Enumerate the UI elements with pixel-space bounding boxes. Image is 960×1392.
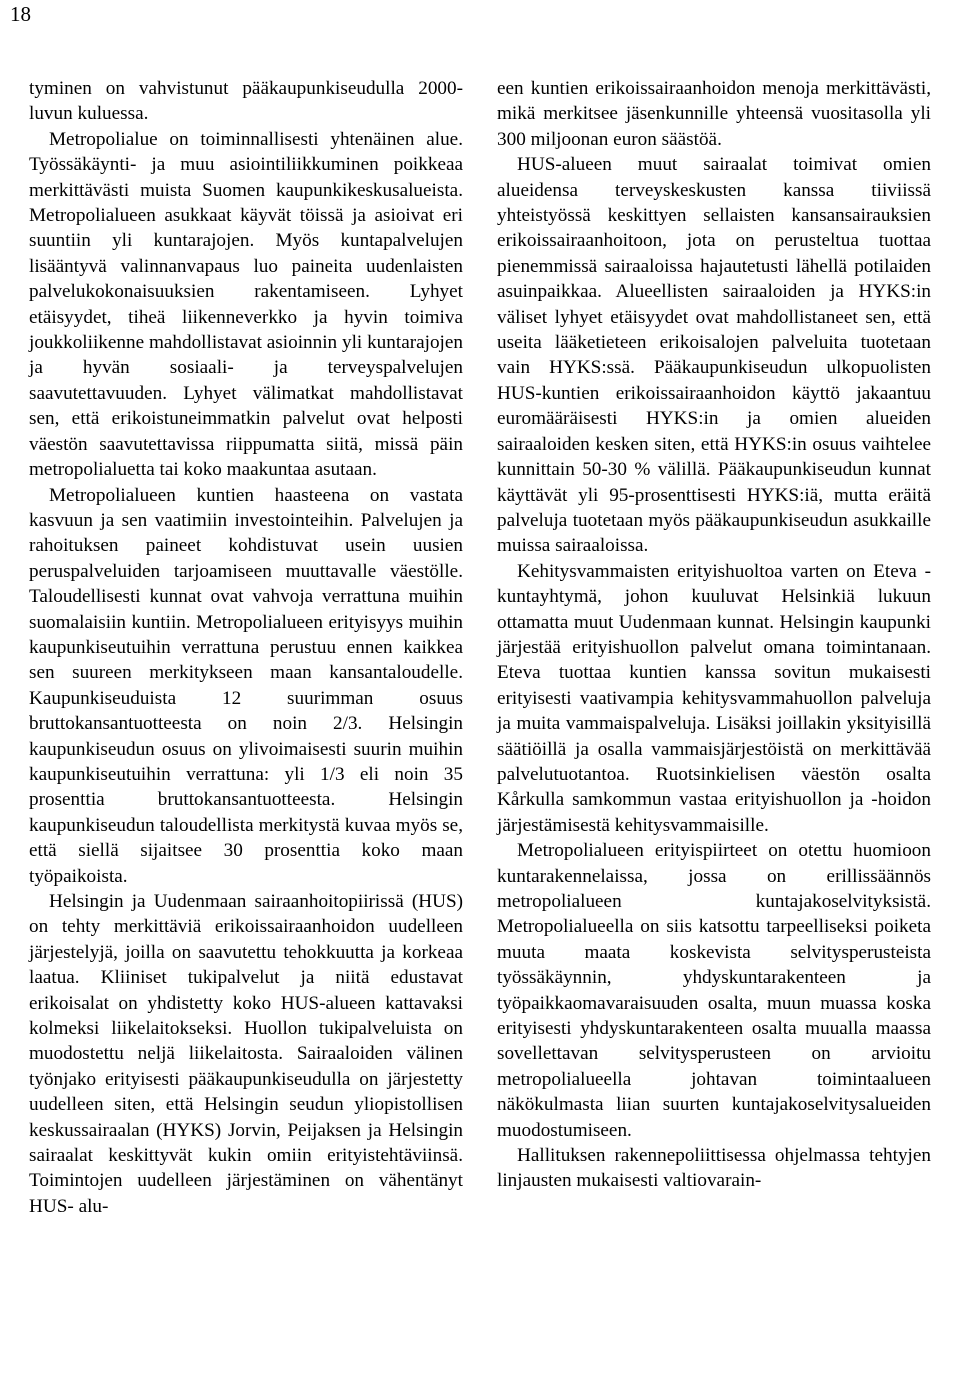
page-number: 18 <box>10 2 31 26</box>
paragraph: Kehitysvammaisten erityishuoltoa varten on Eteva -kuntayhtymä, johon kuuluvat Helsinkiä lukuun ottamatta muut Uudenmaan kunnat. Helsingin kaupunki järjestää erityishuollon palvelut omana toimintanaan. Eteva tuottaa kuntien kanssa sovitun mukaisesti erityisesti vaativampia kehitysvammahuollon palveluja ja muita vammaispalveluja. Lisäksi joillakin yksityisillä säätiöillä ja osalla vammaisjärjestöistä on merkittävää palvelutuotantoa. Ruotsinkielisen väestön osalta Kårkulla samkommun vastaa erityishuollon ja -hoidon järjestämisestä kehitysvammaisille. <box>497 560 931 836</box>
paragraph: HUS-alueen muut sairaalat toimivat omien alueidensa terveyskeskusten kanssa tiiviissä yhteistyössä keskittyen sellaisten kansansairauksien erikoissairaanhoitoon, jota on perusteltua tuottaa pienemmissä sairaaloissa hajautetusti lähellä potilaiden asuinpaikkaa. Alueellisten sairaaloiden ja HYKS:in väliset lyhyet etäisyydet ovat mahdollistaneet sen, että useita lääketieteen erikoisalojen palveluita tuotetaan vain HYKS:ssä. Pääkaupunkiseudun ulkopuolisten HUS-kuntien erikoissairaanhoidon käyttö jakaantuu euromääräisesti HYKS:in ja omien alueiden sairaaloiden kesken siten, että HYKS:in osuus vaihtelee kunnittain 50-30 % välillä. Pääkaupunkiseudun kunnat käyttävät yli 95-prosenttisesti HYKS:iä, mutta eräitä palveluja tuotetaan myös pääkaupunkiseudun asukkaille muissa sairaaloissa. <box>497 154 931 557</box>
paragraph: Hallituksen rakennepoliittisessa ohjelmassa tehtyjen linjausten mukaisesti valtiovarain- <box>497 1145 931 1192</box>
right-text-column <box>497 76 931 1194</box>
paragraph: tyminen on vahvistunut pääkaupunkiseudulla 2000-luvun kuluessa. <box>29 78 463 125</box>
paragraph: een kuntien erikoissairaanhoidon menoja merkittävästi, mikä merkitsee jäsenkunnille yhteensä vuositasolla yli 300 miljoonan euron säästöä. <box>497 78 931 150</box>
paragraph: Helsingin ja Uudenmaan sairaanhoitopiirissä (HUS) on tehty merkittäviä erikoissairaanhoidon uudelleen järjestelyjä, joilla on saavutettu tehokkuutta ja korkeaa laatua. Kliiniset tukipalvelut ja niitä edustavat erikoisalat on yhdistetty koko HUS-alueen kattavaksi kolmeksi liikelaitokseksi. Huollon tukipalveluista on muodostettu neljä liikelaitosta. Sairaaloiden välinen työnjako erityisesti pääkaupunkiseudulla on järjestetty uudelleen siten, että Helsingin seudun yliopistollisen keskussairaalan (HYKS) Jorvin, Peijaksen ja Helsingin sairaalat keskittyvät kukin omiin erityistehtäviinsä. Toimintojen uudelleen järjestäminen on vähentänyt HUS- alu- <box>29 891 463 1217</box>
left-text-column <box>29 76 463 1219</box>
paragraph: Metropolialueen erityispiirteet on otettu huomioon kuntarakennelaissa, jossa on erillissäännös metropolialueen kuntajakoselvityksistä. Metropolialueella on siis katsottu tarpeelliseksi poiketa muuta maata koskevista selvitysperusteista työssäkäynnin, yhdyskuntarakenteen ja työpaikkaomavaraisuuden osalta, muun muassa koska erityisesti yhdyskuntarakenteen osalta muualla maassa sovellettavan selvitysperusteen on arvioitu metropolialueella johtavan toimintaalueen näkökulmasta liian suurten kuntajakoselvitysalueiden muodostumiseen. <box>497 840 931 1141</box>
paragraph: Metropolialueen kuntien haasteena on vastata kasvuun ja sen vaatimiin investointeihin. Palvelujen ja rahoituksen paineet kohdistuvat usein uusien peruspalveluiden tarjoamiseen muuttavalle väestölle. Taloudellisesti kunnat ovat vahvoja verrattuna muihin suomalaisiin kuntiin. Metropolialueen erityisyys muihin kaupunkiseutuihin verrattuna perustuu ennen kaikkea sen suureen merkitykseen maan kansantaloudelle. Kaupunkiseuduista 12 suurimman osuus bruttokansantuotteesta on noin 2/3. Helsingin kaupunkiseudun osuus on ylivoimaisesti suurin muihin kaupunkiseutuihin verrattuna: yli 1/3 eli noin 35 prosenttia bruttokansantuotteesta. Helsingin kaupunkiseudun taloudellista merkitystä kuvaa myös se, että siellä sijaitsee 30 prosenttia koko maan työpaikoista. <box>29 484 463 887</box>
paragraph: Metropolialue on toiminnallisesti yhtenäinen alue. Työssäkäynti- ja muu asiointiliikkuminen poikkeaa merkittävästi muista Suomen kaupunkikeskusalueista. Metropolialueen asukkaat käyvät töissä ja asioivat eri suuntiin yli kuntarajojen. Myös kuntapalvelujen lisääntyvä valinnanvapaus luo paineita uudenlaisten palvelukokonaisuuksien rakentamiseen. Lyhyet etäisyydet, tiheä liikenneverkko ja hyvin toimiva joukkoliikenne mahdollistavat asioinnin yli kuntarajojen ja hyvän sosiaali- ja terveyspalvelujen saavutettavuuden. Lyhyet välimatkat mahdollistavat sen, että erikoistuneimmatkin palvelut ovat helposti väestön saavutettavissa riippumatta siitä, missä päin metropolialuetta tai koko maakuntaa asutaan. <box>29 128 463 481</box>
